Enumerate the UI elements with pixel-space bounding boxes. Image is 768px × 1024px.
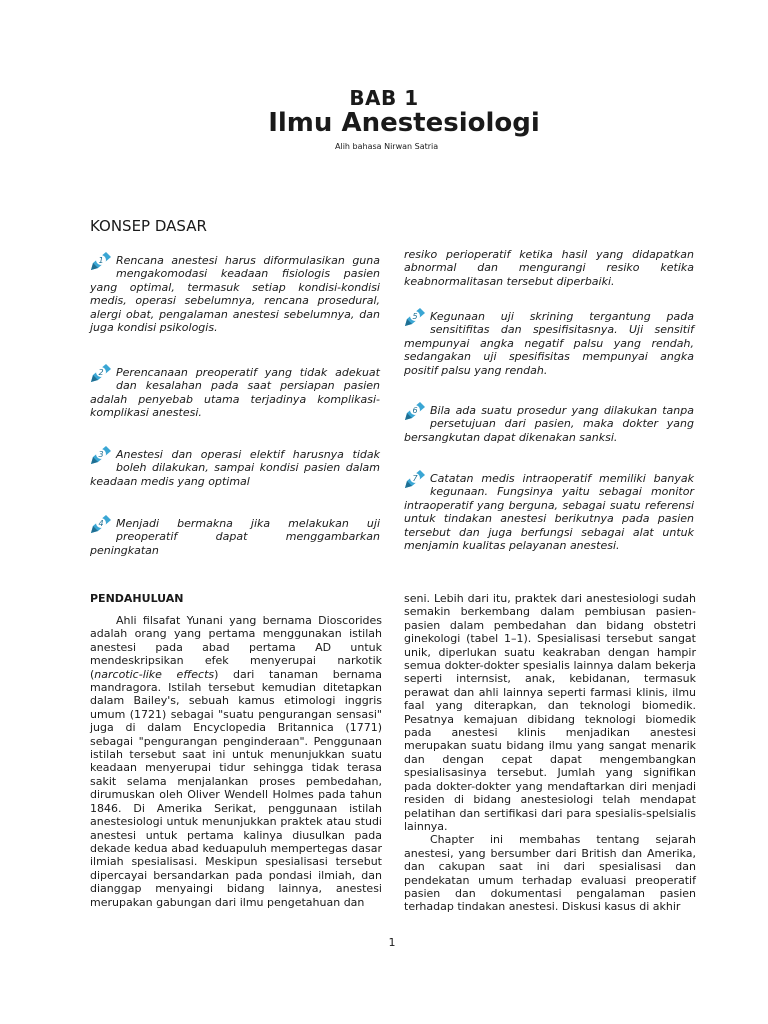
- svg-text:2: 2: [98, 368, 104, 377]
- numbered-pencil-icon: [88, 362, 114, 384]
- svg-text:1: 1: [98, 256, 104, 265]
- key-concept-text: Rencana anestesi harus diformulasikan guna mengakomodasi keadaan fisiologis pasien yang optimal, termasuk setiap kondisi-kondisi medis, operasi sebelumnya, rencana prosedural, alergi obat, pengalaman anestesi sebelumnya, dan juga kondisi psikologis.: [90, 254, 380, 335]
- body-paragraph: Chapter ini membahas tentang sejarah anestesi, yang bersumber dari British dan Amerika, dan cakupan saat ini dari spesialisasi dan pendekatan umum terhadap evaluasi preoperatif pasien dan dokumentasi pengalaman pasien terhadap tindakan anestesi. Diskusi kasus di akhir: [404, 833, 696, 914]
- svg-text:6: 6: [412, 406, 418, 415]
- body-text: Ahli filsafat Yunani yang bernama Dioscorides adalah orang yang pertama menggunakan istilah anestesi pada abad pertama AD untuk mendeskripsikan efek menyerupai narkotik (: [90, 614, 382, 681]
- key-concept-5: [404, 310, 694, 377]
- key-concept-text: Bila ada suatu prosedur yang dilakukan tanpa persetujuan dari pasien, maka dokter yang bersangkutan dapat dikenakan sanksi.: [404, 404, 694, 444]
- key-concept-4-continued: resiko perioperatif ketika hasil yang didapatkan abnormal dan mengurangi resiko ketika keabnormalitasan tersebut diperbaiki.: [404, 248, 694, 288]
- body-text: ) dari tanaman bernama mandragora. Istilah tersebut kemudian ditetapkan dalam Bailey's, sebuah kamus etimologi inggris umum (1721) sebagai "suatu pengurangan sensasi" juga di dalam Encyclopedia Britannica (1771) sebagai "pengurangan penginderaan". Penggunaan istilah tersebut saat ini untuk menunjukkan suatu keadaan menyerupai tidur sehingga tidak terasa sakit selama menjalankan proses pembedahan, dirumuskan oleh Oliver Wendell Holmes pada tahun 1846. Di Amerika Serikat, penggunaan istilah anestesiologi untuk menunjukkan praktek atau studi anestesi untuk pertama kalinya diusulkan pada dekade kedua abad keduapuluh mempertegas dasar ilmiah spesialisasi. Meskipun spesialisasi tersebut dipercayai bersandarkan pada pondasi ilmiah, dan dianggap menyaingi bidang lainnya, anestesi merupakan gabungan dari ilmu pengetahuan dan: [90, 667, 382, 909]
- numbered-pencil-icon: [402, 400, 428, 422]
- body-column-left: [90, 614, 382, 909]
- numbered-pencil-icon: [88, 444, 114, 466]
- key-concept-7: [404, 472, 694, 552]
- svg-text:7: 7: [412, 474, 418, 483]
- key-concept-text: Menjadi bermakna jika melakukan uji preoperatif dapat menggambarkan peningkatan: [90, 517, 380, 557]
- body-paragraph: [90, 614, 382, 909]
- key-concept-text: Anestesi dan operasi elektif harusnya tidak boleh dilakukan, sampai kondisi pasien dalam keadaan medis yang optimal: [90, 448, 380, 488]
- chapter-title: Ilmu Anestesiologi: [268, 108, 540, 138]
- svg-text:3: 3: [98, 450, 104, 459]
- numbered-pencil-icon: [88, 513, 114, 535]
- numbered-pencil-icon: [402, 306, 428, 328]
- section-heading-konsep: KONSEP DASAR: [90, 217, 207, 235]
- svg-text:5: 5: [412, 312, 418, 321]
- body-paragraph: seni. Lebih dari itu, praktek dari anestesiologi sudah semakin berkembang dalam pembiusan pasien-pasien dalam pembedahan dan bidang obstetri ginekologi (tabel 1–1). Spesialisasi tersebut sangat unik, diperlukan suatu keakraban dengan hampir semua dokter-dokter spesialis lainnya dalam bekerja seperti internsist, anak, kebidanan, termasuk perawat dan ahli lainnya seperti farmasi klinis, ilmu faal yang diterapkan, dan teknologi biomedik. Pesatnya kemajuan dibidang teknologi biomedik pada anestesi klinis menjadikan anestesi merupakan suatu bidang ilmu yang sangat menarik dan dengan cepat dapat mengembangkan spesialisasinya tersebut. Jumlah yang signifikan pada dokter-dokter yang mendaftarkan diri menjadi residen di bidang anestesiologi telah mendapat pelatihan dan sertifikasi dari para spesialis-spelsialis lainnya.: [404, 592, 696, 833]
- section-heading-pendahuluan: PENDAHULUAN: [90, 592, 184, 605]
- body-column-right: [404, 592, 696, 914]
- key-concept-text: Catatan medis intraoperatif memiliki banyak kegunaan. Fungsinya yaitu sebagai monitor intraoperatif yang berguna, sebagai suatu referensi untuk tindakan anestesi berikutnya pada pasien tersebut dan juga berfungsi sebagai alat untuk menjamin kualitas pelayanan anestesi.: [404, 472, 694, 553]
- numbered-pencil-icon: [402, 468, 428, 490]
- chapter-label: BAB 1: [349, 86, 419, 110]
- key-concept-3: [90, 448, 380, 488]
- key-concept-2: [90, 366, 380, 420]
- key-concept-text: Kegunaan uji skrining tergantung pada sensitifitas dan spesifisitasnya. Uji sensitif mempunyai angka negatif palsu yang rendah, sedangakan uji spesifisitas mempunyai angka positif palsu yang rendah.: [404, 310, 694, 377]
- key-concept-text: Perencanaan preoperatif yang tidak adekuat dan kesalahan pada saat persiapan pasien adalah penyebab utama terjadinya komplikasi-komplikasi anestesi.: [90, 366, 380, 420]
- key-concept-4: [90, 517, 380, 557]
- key-concept-6: [404, 404, 694, 444]
- svg-text:4: 4: [98, 519, 104, 528]
- body-text-italic: narcotic-like effects: [94, 667, 215, 681]
- key-concept-1: [90, 254, 380, 334]
- page-number: 1: [388, 936, 396, 949]
- translator-credit: Alih bahasa Nirwan Satria: [335, 142, 439, 151]
- numbered-pencil-icon: [88, 250, 114, 272]
